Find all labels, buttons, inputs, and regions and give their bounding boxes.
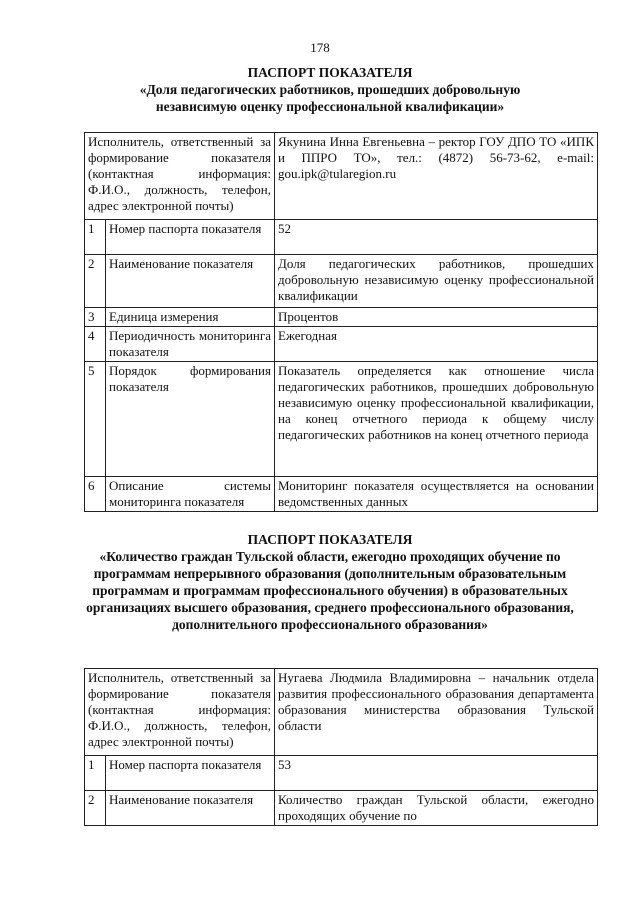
passport-1-title: ПАСПОРТ ПОКАЗАТЕЛЯ — [247, 65, 413, 80]
passport-2-heading — [60, 531, 600, 633]
passport-2-title: ПАСПОРТ ПОКАЗАТЕЛЯ — [247, 532, 413, 547]
passport-2-subtitle: «Количество граждан Тульской области, ежегодно проходящих обучение по программам непрерывного образования (дополнительным образовательным программам и программам профессионального обучения) в образовательных организациях высшего образования, среднего профессионального образования, дополнительного профессионального образования» — [86, 549, 574, 632]
row-value: Доля педагогических работников, прошедших добровольную независимую оценку профессиональной квалификации — [275, 255, 598, 308]
row-label: Наименование показателя — [106, 791, 275, 826]
row-number: 2 — [85, 791, 106, 826]
row-number: 1 — [85, 756, 106, 791]
row-label: Единица измерения — [106, 308, 275, 327]
row-label: Порядок формирования показателя — [106, 362, 275, 477]
passport-1-subtitle: «Доля педагогических работников, прошедших добровольную независимую оценку профессиональной квалификации» — [139, 82, 521, 114]
row-number: 2 — [85, 255, 106, 308]
row-number: 5 — [85, 362, 106, 477]
table-row — [85, 220, 598, 255]
executor-value: Якунина Инна Евгеньевна – ректор ГОУ ДПО ТО «ИПК и ППРО ТО», тел.: (4872) 56-73-62, e-mail: gou.ipk@tularegion.ru — [275, 133, 598, 220]
table-row — [85, 327, 598, 362]
row-label: Периодичность мониторинга показателя — [106, 327, 275, 362]
row-number: 1 — [85, 220, 106, 255]
passport-1-heading — [60, 64, 600, 115]
table-row — [85, 791, 598, 826]
row-value: Количество граждан Тульской области, ежегодно проходящих обучение по — [275, 791, 598, 826]
row-label: Номер паспорта показателя — [106, 220, 275, 255]
table-row — [85, 669, 598, 756]
row-value: Мониторинг показателя осуществляется на основании ведомственных данных — [275, 477, 598, 512]
row-value: 53 — [275, 756, 598, 791]
table-row — [85, 133, 598, 220]
executor-label: Исполнитель, ответственный за формирование показателя (контактная информация: Ф.И.О., должность, телефон, адрес электронной почты) — [85, 669, 275, 756]
page-number: 178 — [310, 40, 330, 55]
row-label: Номер паспорта показателя — [106, 756, 275, 791]
table-row — [85, 477, 598, 512]
passport-1-table — [84, 132, 598, 512]
row-value: 52 — [275, 220, 598, 255]
executor-value: Нугаева Людмила Владимировна – начальник отдела развития профессионального образования департамента образования министерства образования Тульской области — [275, 669, 598, 756]
row-value: Процентов — [275, 308, 598, 327]
row-number: 3 — [85, 308, 106, 327]
executor-label: Исполнитель, ответственный за формирование показателя (контактная информация: Ф.И.О., должность, телефон, адрес электронной почты) — [85, 133, 275, 220]
row-value: Ежегодная — [275, 327, 598, 362]
row-number: 4 — [85, 327, 106, 362]
passport-2-table — [84, 668, 598, 826]
row-number: 6 — [85, 477, 106, 512]
table-row — [85, 756, 598, 791]
row-label: Наименование показателя — [106, 255, 275, 308]
row-label: Описание системы мониторинга показателя — [106, 477, 275, 512]
table-row — [85, 362, 598, 477]
table-row — [85, 255, 598, 308]
row-value: Показатель определяется как отношение числа педагогических работников, прошедших добровольную независимую оценку профессиональной квалификации, на конец отчетного периода к общему числу педагогических работников на конец отчетного периода — [275, 362, 598, 477]
table-row — [85, 308, 598, 327]
